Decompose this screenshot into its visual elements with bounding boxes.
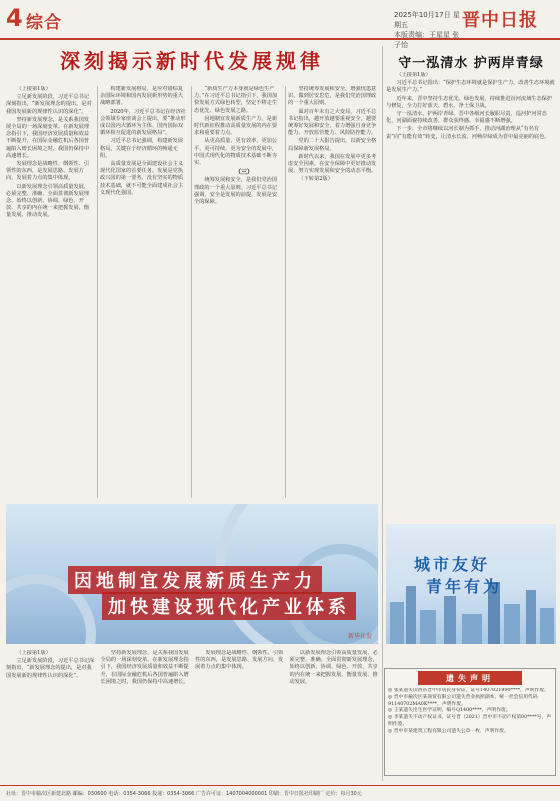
article-column-2	[100, 86, 188, 498]
illustration-credit: 新华社发	[347, 633, 372, 640]
building-shape	[504, 604, 520, 644]
main-headline: 深刻揭示新时代发展规律	[60, 49, 324, 73]
paragraph: 面对百年未有之大变局，习近平总书记指出，越开放越要重视安全，越要统筹好发展和安全，着力增强自身竞争能力、开放监管能力、风险防控能力。	[288, 108, 377, 137]
building-shape	[390, 602, 404, 644]
masthead-logo: 晋中日报	[462, 10, 538, 31]
paragraph: 以新发展理念引领高质量发展，必须完整、准确、全面贯彻新发展理念，始终以创新、协调、绿色、开放、共享的内在统一来把握发展、衡量发展、推动发展。	[6, 183, 90, 219]
article-column-4	[288, 86, 378, 498]
paragraph: “新质生产力本身就是绿色生产力。”在习近平总书记指引下，我国加快发展方式绿色转型，坚定不移走生态优先、绿色发展之路。	[194, 86, 278, 114]
paragraph: 从更高质量、更有效率、更加公平、更可持续、更为安全的发展中，中国式现代化的物质技术基础不断夯实。	[194, 138, 278, 167]
issue-date: 2025年10月17日 星期五	[394, 11, 460, 29]
paragraph: 新时代以来，我国在发展中更多考虑安全因素，在安全保障中更好推动发展，努力实现发展和安全的动态平衡。	[288, 153, 377, 175]
paragraph: 立足新发展阶段，习近平总书记深刻指出，“新发展理念的提出，是对我国发展新的规律性认识的深化”。	[6, 658, 95, 679]
paragraph: 下一步，全市将继续以河长制为抓手，推动河湖治理从“有名有责”向“有能有效”转变，让清水长流、河畅岸绿成为晋中最亮丽的底色。	[386, 126, 550, 140]
article-column-1	[6, 86, 94, 498]
notice-title: 遗失声明	[418, 671, 522, 685]
article-column-3-text	[194, 86, 282, 206]
article-column-3	[194, 86, 282, 498]
paragraph: 立足新发展阶段，习近平总书记深刻指出，“新发展理念的提出，是对我国发展新的规律性认识的深化”。	[6, 94, 92, 115]
paragraph: 坚持统筹发展和安全，增强忧患意识，做到居安思危，是我们党治国理政的一个重大原则。	[288, 86, 377, 107]
paragraph: 发展理念是战略性、纲领性、引领性的东西，是发展思路、发展方向、发展着力点的集中体现。	[195, 650, 284, 671]
building-shape	[526, 590, 536, 644]
article-continuation-text	[6, 650, 378, 686]
banner-line-1: 城市友好	[414, 555, 491, 574]
paragraph: ◎ 张某遗失山西省晋中市居民身份证，证号1407021990****，声明作废。	[388, 688, 549, 693]
paragraph: ◎ 晋中市某建筑工程有限公司遗失公章一枚，声明作废。	[388, 728, 509, 734]
paragraph: （上接第1版）	[16, 650, 51, 656]
page-number: 4	[6, 4, 23, 32]
building-shape	[540, 608, 554, 644]
section-divider	[382, 46, 383, 781]
illustration-banner	[6, 504, 378, 644]
paragraph: 发展理念是战略性、纲领性、引领性的东西，是发展思路、发展方向、发展着力点的集中体现。	[6, 161, 90, 182]
paragraph: ◎ 晋中市榆次区某商贸有限公司遗失营业执照副本，统一社会信用代码91140702MA0K****，声明作废。	[388, 694, 538, 707]
illustration-line-1: 因地制宜发展新质生产力	[68, 566, 322, 594]
paragraph: 近年来，晋中坚持生态优先、绿色发展，持续推进汾河流域生态保护与修复，全力打好蓝天、碧水、净土保卫战。	[386, 95, 553, 109]
commentary-body-text	[386, 72, 556, 141]
headline-block	[6, 46, 378, 80]
commentary-title: 守一泓清水 护两岸青绿	[398, 56, 544, 71]
column-divider	[97, 86, 98, 498]
column-divider	[285, 86, 286, 498]
issue-info	[394, 10, 464, 50]
page-header	[0, 0, 560, 49]
paragraph: 构建新发展格局，是应对错综复杂国际环境和国内发展新形势的重大战略部署。	[100, 86, 184, 107]
article-column-2-text	[100, 86, 188, 197]
paragraph: 习近平总书记强调，构建新发展格局，关键在于经济循环的畅通无阻。	[100, 138, 184, 159]
paragraph: 坚持新发展理念，是关系我国发展全局的一场深刻变革。在新发展理念指引下，我国经济发展质量和效益不断提升，在国际金融危机后各国普遍陷入增长困境之时，我国仍保持中高速增长。	[6, 116, 90, 159]
section-name: 综合	[26, 13, 62, 33]
building-shape	[444, 596, 456, 644]
article-column-4-text	[288, 86, 378, 184]
paragraph: 坚持新发展理念，是关系我国发展全局的一场深刻变革。在新发展理念指引下，我国经济发展质量和效益不断提升，在国际金融危机后各国普遍陷入增长困境之时，我国仍保持中高速增长。	[100, 650, 189, 685]
page-footer: 社址：晋中市榆次区新建北路 邮编：030600 电话：0354-3066 投递：0354-3066 广告许可证：1407004000001 印刷：晋中日报社印刷厂 定价：每月30元	[0, 785, 560, 801]
city-banner-graphic	[386, 524, 556, 644]
paragraph: ◎ 李某遗失不动产权证书，证号晋（2021）晋中市不动产权第00****号，声明作废。	[388, 715, 552, 727]
illustration-line-2: 加快建设现代化产业体系	[102, 592, 356, 620]
issue-editors: 本版责编：王星星 张子怡	[394, 31, 460, 49]
paragraph: 以新发展理念引领高质量发展，必须完整、准确、全面贯彻新发展理念，始终以创新、协调、绿色、开放、共享的内在统一来把握发展、衡量发展、推动发展。	[289, 650, 378, 685]
paragraph: 守一泓清水，护两岸青绿。晋中各级河长履职尽责，巡河护河常态化，河湖面貌持续改善，群众获得感、幸福感不断增强。	[386, 111, 547, 125]
paragraph: （三）	[234, 169, 253, 177]
paragraph: ◎ 王某遗失出生医学证明，编号Q1400****，声明作废。	[388, 708, 511, 714]
paragraph: 因地制宜发展新质生产力，是新时代新征程推动高质量发展的内在要求和重要着力点。	[194, 115, 278, 137]
notice-text	[388, 688, 552, 774]
banner-line-2: 青年有为	[426, 577, 503, 596]
paragraph: （上接第1版）	[16, 86, 51, 92]
building-shape	[462, 614, 482, 644]
article-column-1-text	[6, 86, 94, 220]
article-continuation	[6, 650, 378, 780]
paragraph: （下转第2版）	[298, 176, 333, 183]
paragraph: （上接第1版）	[396, 72, 431, 78]
commentary-body	[386, 72, 556, 518]
building-shape	[420, 610, 436, 644]
column-divider	[191, 86, 192, 498]
paragraph: 2020年，习近平总书记在经济社会领域专家座谈会上提出，要“推动形成以国内大循环为主体、国内国际双循环相互促进的新发展格局”。	[100, 108, 186, 137]
paragraph: 高质量发展是全面建设社会主义现代化国家的首要任务。发展是党执政兴国的第一要务，没有坚实的物质技术基础，就不可能全面建成社会主义现代化强国。	[100, 161, 184, 196]
paragraph: 统筹发展和安全，是我们党治国理政的一个重大原则。习近平总书记强调，安全是发展的前提，发展是安全的保障。	[194, 177, 278, 206]
building-shape	[406, 586, 416, 644]
paragraph: 党的二十大报告提出，以新安全格局保障新发展格局。	[288, 138, 377, 152]
paragraph: 习近平总书记指出：“保护生态环境就是保护生产力，改善生态环境就是发展生产力。”	[386, 80, 555, 94]
